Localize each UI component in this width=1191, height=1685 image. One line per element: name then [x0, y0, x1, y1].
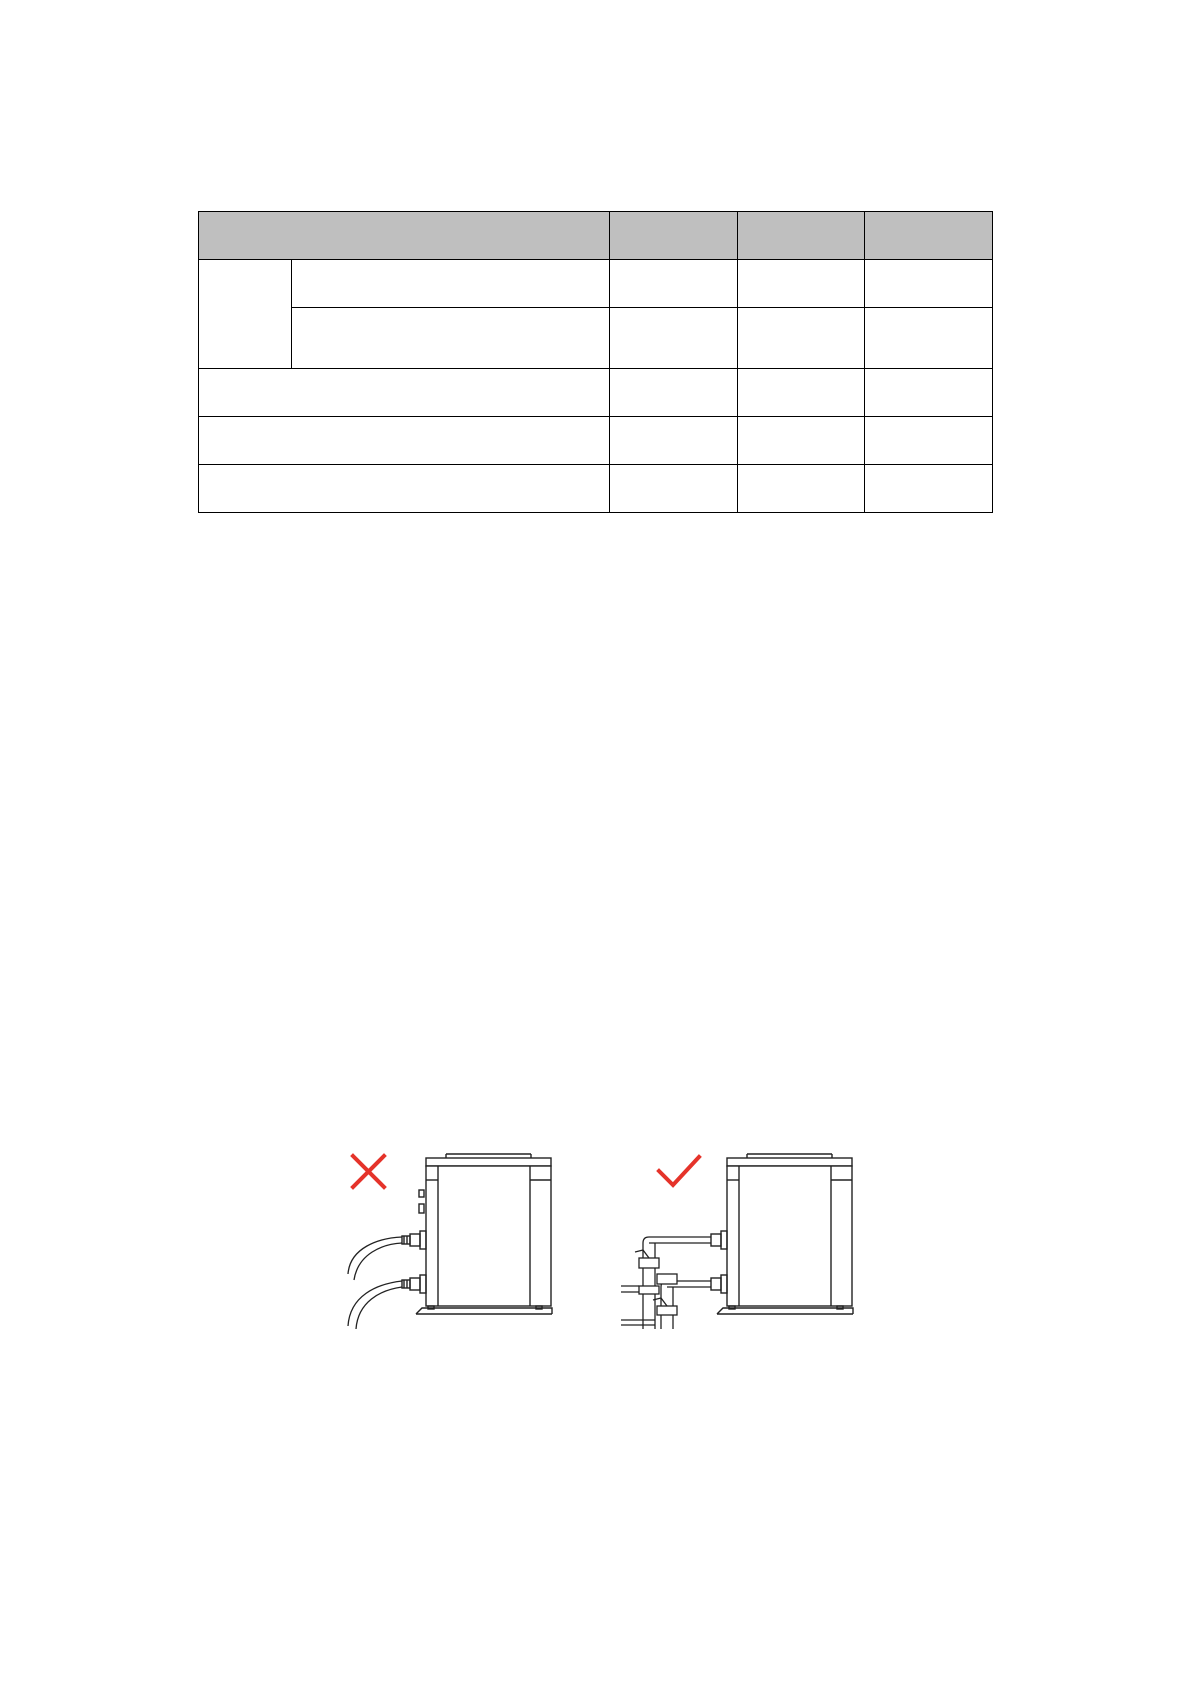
row-value: [738, 465, 865, 513]
header-cell-item: [199, 212, 610, 260]
row-value: [610, 465, 738, 513]
heat-pump-unit: [711, 1154, 853, 1314]
row-value: [610, 308, 738, 369]
flexible-hose: [348, 1237, 402, 1329]
header-cell-1: [610, 212, 738, 260]
table-row: [199, 369, 993, 417]
row-label: [292, 260, 610, 308]
wrong-installation-diagram: [336, 1146, 576, 1329]
row-label: [199, 417, 610, 465]
rigid-pipework: [621, 1237, 711, 1329]
cross-icon: [353, 1156, 384, 1187]
table-row: [199, 465, 993, 513]
row-label: [292, 308, 610, 369]
table-header-row: [199, 212, 993, 260]
row-value: [738, 369, 865, 417]
row-label: [199, 465, 610, 513]
correct-installation-diagram: [621, 1146, 861, 1329]
row-value: [738, 308, 865, 369]
row-value: [865, 369, 993, 417]
row-label: [199, 369, 610, 417]
row-value: [865, 465, 993, 513]
row-value: [738, 260, 865, 308]
table-row: [199, 417, 993, 465]
row-value: [610, 260, 738, 308]
header-cell-3: [865, 212, 993, 260]
heat-pump-unit: [402, 1154, 552, 1314]
check-icon: [659, 1157, 699, 1185]
row-value: [865, 417, 993, 465]
row-value: [738, 417, 865, 465]
spec-table: [198, 211, 993, 513]
header-cell-2: [738, 212, 865, 260]
table-row: [199, 260, 993, 308]
row-value: [865, 260, 993, 308]
group-cell: [199, 260, 292, 369]
row-value: [865, 308, 993, 369]
row-value: [610, 369, 738, 417]
row-value: [610, 417, 738, 465]
table-row: [199, 308, 993, 369]
